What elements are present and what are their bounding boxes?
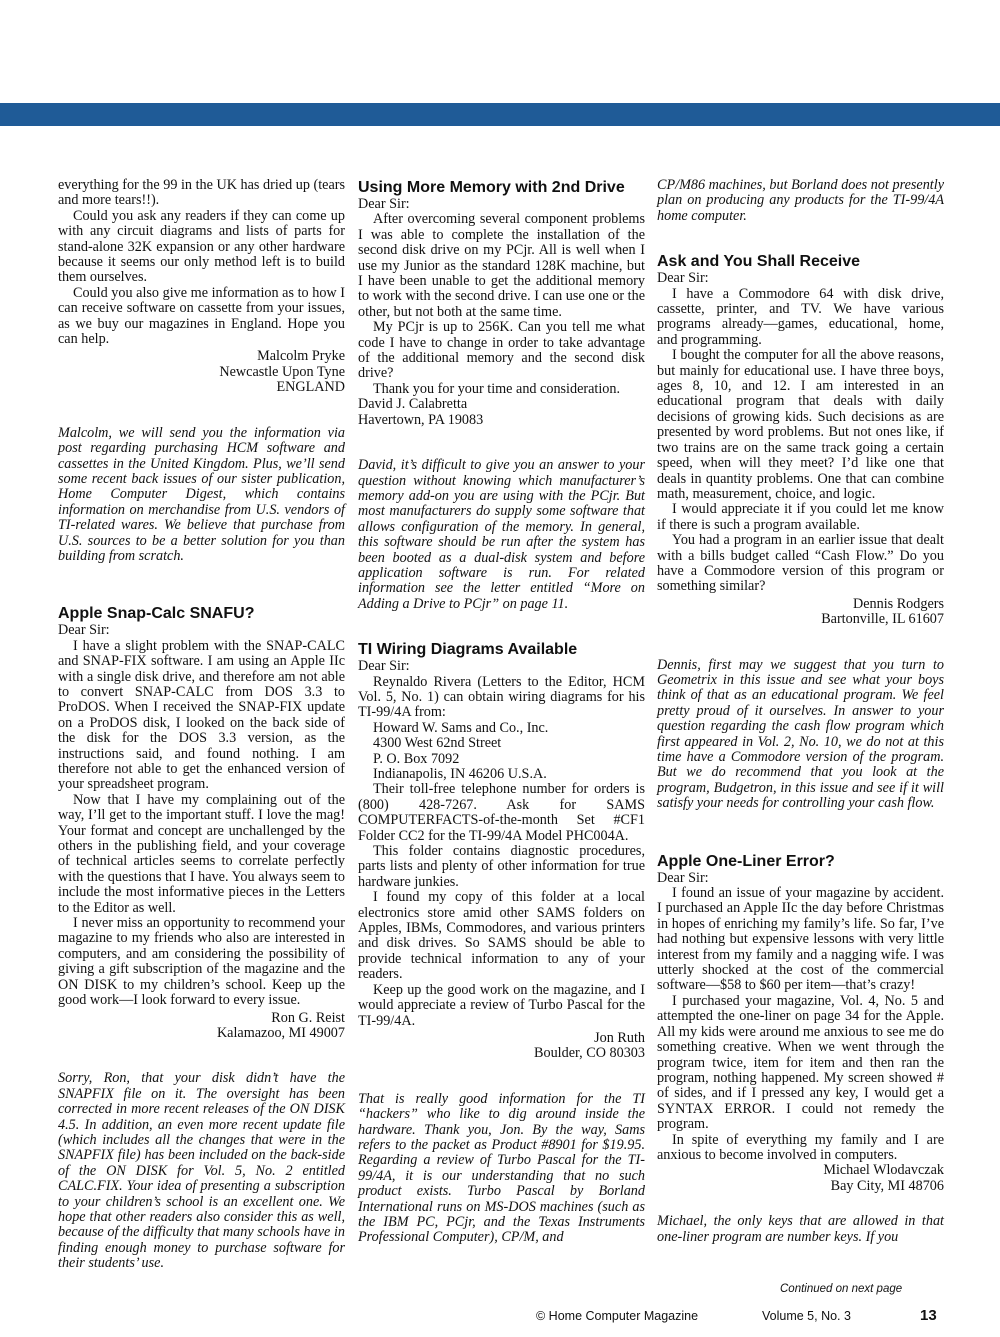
signature-city: Bay City, MI 48706 <box>830 1177 944 1194</box>
letter-heading: Ask and You Shall Receive <box>657 253 861 271</box>
letter-paragraph: I purchased your magazine, Vol. 4, No. 5 and attempted the one-liner on page 34 for the Apple. All my kids were around me anxious to see me do something creative. When we went through the program twice, item for item and then ran the program, nothing happened. My screen showed # of sides, and if I pressed any key, I would get a SYNTAX ERROR. I could not remedy the program. <box>657 992 944 1133</box>
column-3 <box>657 178 944 1245</box>
signature-name: Malcolm Pryke <box>257 348 345 365</box>
letter-paragraph: I never miss an opportunity to recommend your magazine to my friends who also are interested in computers, and am considering the possibility of giving a gift subscription of the magazine and the ON DISK to my children’s school. Keep up the good work—I look forward to every issue. <box>58 915 345 1009</box>
editor-reply: Dennis, first may we suggest that you turn to Geometrix in this issue and see what your boys think of that as an educational program. We feel pretty proud of it ourselves. In answer to your question regarding the cash flow program which first appeared in Vol. 2, No. 10, we do not at this time have a Commodore version of the program. But we do recommend that you look at the program, Budgetron, in this issue and see if it will satisfy your needs for controlling your cash flow. <box>657 656 944 812</box>
salutation: Dear Sir: <box>657 270 709 287</box>
letter-paragraph: Reynaldo Rivera (Letters to the Editor, HCM Vol. 5, No. 1) can obtain wiring diagrams for his TI-99/4A from: <box>358 673 645 721</box>
letter-heading: Apple One-Liner Error? <box>657 852 835 870</box>
salutation: Dear Sir: <box>58 622 110 639</box>
signature-name: David J. Calabretta <box>358 396 468 413</box>
letter-paragraph: Could you also give me information as to how I can receive software on cassette from your issues, as we buy our magazines in England. Hope you can help. <box>58 284 345 348</box>
letter-paragraph: After overcoming several component problems I was able to complete the installation of the second disk drive on my PCjr. All is well when I use my Junior as the standard 128K machine, but I have been unable to get the additional memory to work with the second drive. I can use one or the other, but not both at the same time. <box>358 211 645 320</box>
salutation: Dear Sir: <box>358 196 410 212</box>
signature-name: Jon Ruth <box>594 1029 645 1046</box>
column-2 <box>358 178 645 1246</box>
signature-city: Bartonville, IL 61607 <box>821 611 944 628</box>
signature-city: Havertown, PA 19083 <box>358 411 484 428</box>
salutation: Dear Sir: <box>358 658 410 675</box>
footer-copyright: © Home Computer Magazine <box>536 1309 699 1323</box>
letter-paragraph: Their toll-free telephone number for orders is (800) 428-7267. Ask for SAMS COMPUTERFACTS-of-the-month Set #CF1 Folder CC2 for the TI-99/4A Model PHC004A. <box>358 781 645 844</box>
editor-reply: Malcolm, we will send you the information via post regarding purchasing HCM software and cassettes in the United Kingdom. Plus, we’ll send some recent back issues of our sister publication, Home Computer Digest, which contains information on merchandise from U.S. vendors of TI-related wares. We believe that purchase from U.S. sources to be a better solution for you than building from scratch. <box>58 424 345 564</box>
letter-paragraph: Keep up the good work on the magazine, and I would appreciate a review of Turbo Pascal for the TI-99/4A. <box>358 981 645 1029</box>
address-line: 4300 West 62nd Street <box>373 735 502 752</box>
letter-paragraph: I bought the computer for all the above reasons, but mainly for educational use. I have three boys, ages 8, 10, and 12. I am interested in an educational program that deals with daily decisions of growing kids. Such decisions as are presented by word problems. But not ones like, if two trains are on the same track going a certain speed, when will they meet? I’d like one that deals in quantity problems. One that can combine math, measurement, choice, and logic. <box>657 347 944 502</box>
address-line: Howard W. Sams and Co., Inc. <box>373 719 549 736</box>
address-line: Indianapolis, IN 46206 U.S.A. <box>373 766 547 782</box>
signature-country: ENGLAND <box>276 379 345 396</box>
letter-paragraph: I have a slight problem with the SNAP-CALC and SNAP-FIX software. I am using an Apple IIc with a single disk drive, and therefore am not able to convert SNAP-CALC from DOS 3.3 to ProDOS. When I received the SNAP-FIX update on a ProDOS disk, I looked on the back side of the disk for the DOS 3.3 version, as the instructions said, and found nothing. I am therefore not able to get the enhanced version of your spreadsheet program. <box>58 637 345 793</box>
address-line: P. O. Box 7092 <box>373 750 460 767</box>
signature-name: Dennis Rodgers <box>852 595 944 612</box>
letter-paragraph: Now that I have my complaining out of the way, I’ll get to the important stuff. I love the mag! Your format and concept are unchallenged by the others in the publishing field, and your coverage of technical articles seems to correlate perfectly with the questions that I have. You always seem to include the most informative pieces in the Letters to the Editor as well. <box>58 791 345 916</box>
letter-paragraph: I would appreciate it if you could let me know if there is such a program available. <box>657 501 944 533</box>
signature-name: Michael Wlodavczak <box>823 1162 944 1179</box>
page-number: 13 <box>920 1307 937 1324</box>
letter-paragraph: In spite of everything my family and I are anxious to become involved in computers. <box>657 1131 944 1163</box>
letter-paragraph: I have a Commodore 64 with disk drive, cassette, printer, and TV. We have various programs already—games, educational, home, and programming. <box>657 285 944 348</box>
letter-paragraph: This folder contains diagnostic procedures, parts lists and plenty of other information for true hardware junkies. <box>358 843 645 890</box>
editor-reply: David, it’s difficult to give you an answer to your question without knowing which manufacturer’s memory add-on you are using with the PCjr. But most manufacturers do supply some software that allows configuration of the memory. In general, this software should be run after the system has been booted as a dual-disk system and before application software is run. For related information see the letter entitled “More on Adding a Drive to PCjr” on page 11. <box>358 457 645 612</box>
letter-paragraph: Thank you for your time and consideration. <box>373 380 621 397</box>
salutation: Dear Sir: <box>657 869 709 886</box>
header-color-band <box>0 103 1000 126</box>
letter-paragraph: My PCjr is up to 256K. Can you tell me what code I have to change in order to take advantage of the additional memory and the second disk drive? <box>358 319 645 382</box>
letter-heading: Apple Snap-Calc SNAFU? <box>58 605 255 623</box>
editor-reply: Sorry, Ron, that your disk didn’t have the SNAPFIX file on it. The oversight has been corrected in more recent releases of the ON DISK 4.5. In addition, an even more recent update file (which includes all the changes that were in the SNAPFIX file) has been included on the back-side of the ON DISK for Vol. 5, No. 2 entitled CALC.FIX. Your idea of presenting a subscription to your children’s school is an excellent one. We hope that other readers also consider this as well, because of the difficulty that many schools have in finding enough money to purchase software for their students’ use. <box>58 1070 345 1272</box>
signature-city: Boulder, CO 80303 <box>534 1045 645 1062</box>
signature-name: Ron G. Reist <box>271 1009 345 1026</box>
letter-paragraph: Could you ask any readers if they can come up with any circuit diagrams and lists of parts for stand-alone 32K expansion or any other hardware because it seems our only method left is to build them ourselves. <box>58 207 345 286</box>
editor-reply: Michael, the only keys that are allowed in that one-liner program are number keys. If you <box>657 1213 944 1245</box>
letter-paragraph: I found my copy of this folder at a local electronics store amid other SAMS folders on Apples, IBMs, Commodores, and various printers and disk drives. So SAMS should be able to provide technical information to any of your readers. <box>358 889 645 983</box>
letter-paragraph: You had a program in an earlier issue that dealt with a bills budget called “Cash Flow.” Do you have a Commodore version of this program or something similar? <box>657 532 944 595</box>
letter-paragraph: everything for the 99 in the UK has dried up (tears and more tears!!). <box>58 177 345 209</box>
letter-heading: TI Wiring Diagrams Available <box>358 641 578 659</box>
signature-city: Kalamazoo, MI 49007 <box>216 1024 345 1041</box>
footer-volume: Volume 5, No. 3 <box>762 1309 851 1323</box>
letter-heading: Using More Memory with 2nd Drive <box>358 179 625 196</box>
editor-reply: That is really good information for the TI “hackers” who like to dig around inside the hardware. Thank you, Jon. By the way, Sams refers to the packet as Product #8901 for $19.95. Regarding a review of Turbo Pascal for the TI-99/4A, it is our understanding that no such product exists. Turbo Pascal by Borland International runs on MS-DOS machines (such as the IBM PC, PCjr, and the Texas Instruments Professional Computer), CP/M, and <box>358 1090 645 1246</box>
continued-note: Continued on next page <box>780 1283 903 1295</box>
signature-city: Newcastle Upon Tyne <box>219 363 345 380</box>
letter-paragraph: I found an issue of your magazine by accident. I purchased an Apple IIc the day before Christmas in hopes of enriching my family’s life. So far, I’ve had nothing but expensive lessons with very little interest from my family and a nagging wife. I was utterly shocked at the cost of the commercial software—$58 to $60 per item—that’s crazy! <box>657 885 944 994</box>
column-1 <box>58 178 345 1272</box>
editor-reply: CP/M86 machines, but Borland does not presently plan on producing any products for the TI-99/4A home computer. <box>657 177 944 224</box>
